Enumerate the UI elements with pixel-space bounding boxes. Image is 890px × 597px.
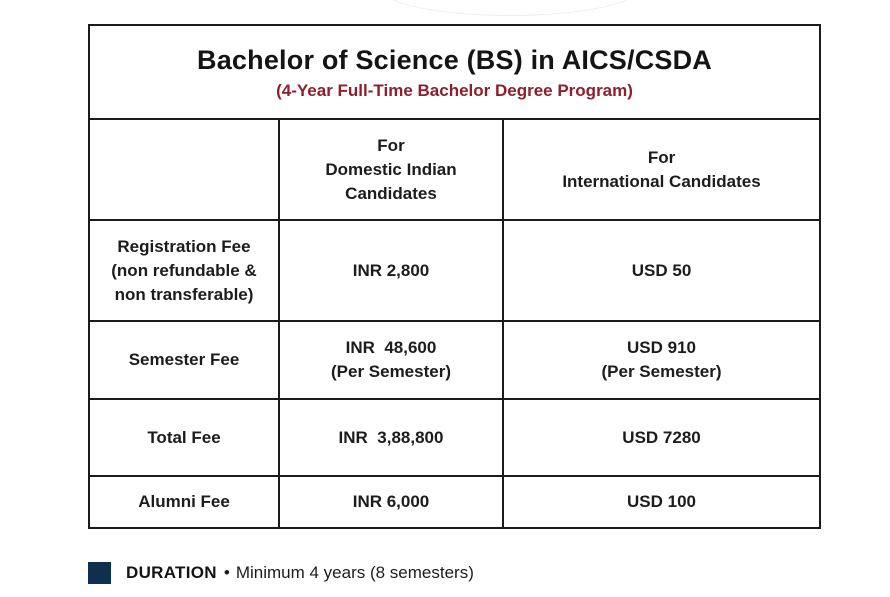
square-marker-icon: [88, 562, 111, 584]
row-label-line: Alumni Fee: [138, 492, 230, 511]
row-label-line: Registration Fee: [117, 236, 251, 256]
fee-table: [88, 24, 821, 529]
header-empty-cell: [89, 119, 279, 220]
domestic-fee-cell: [279, 220, 503, 321]
header-domestic-line: For: [377, 135, 405, 155]
program-title: Bachelor of Science (BS) in AICS/CSDA: [197, 44, 713, 75]
fee-value: USD 100: [627, 492, 696, 511]
fee-note: (Per Semester): [601, 362, 722, 381]
table-row-alumni-fee: [89, 476, 820, 528]
fee-value: USD 7280: [622, 427, 701, 447]
fee-value: USD 50: [631, 260, 692, 280]
domestic-fee-cell: [279, 476, 503, 528]
header-row: [89, 119, 820, 220]
fee-value: INR 3,88,800: [338, 427, 444, 447]
fee-value: USD 910: [627, 338, 696, 357]
fee-note: (Per Semester): [330, 362, 451, 381]
row-label-cell: [89, 321, 279, 399]
row-label-cell: [89, 476, 279, 528]
row-label-line: Total Fee: [147, 427, 221, 447]
international-fee-cell: [503, 399, 820, 476]
duration-line: [88, 561, 474, 585]
row-label-line: Semester Fee: [128, 350, 240, 369]
title-cell: [89, 25, 820, 119]
domestic-fee-cell: [279, 321, 503, 399]
duration-value: Minimum 4 years (8 semesters): [235, 563, 474, 582]
table-row-semester-fee: [89, 321, 820, 399]
program-subtitle: (4-Year Full-Time Bachelor Degree Program): [276, 80, 633, 100]
domestic-fee-cell: [279, 399, 503, 476]
table-row-total-fee: [89, 399, 820, 476]
international-fee-cell: [503, 220, 820, 321]
row-label-cell: [89, 220, 279, 321]
row-label-cell: [89, 399, 279, 476]
header-domestic-line: Domestic Indian: [325, 159, 457, 179]
title-row: [89, 25, 820, 119]
international-fee-cell: [503, 321, 820, 399]
fee-value: INR 2,800: [352, 260, 430, 280]
fee-value: INR 48,600: [345, 338, 437, 357]
header-domestic-line: Candidates: [345, 183, 437, 203]
international-fee-cell: [503, 476, 820, 528]
decorative-arc: [380, 0, 640, 16]
header-international-line: International Candidates: [562, 171, 761, 191]
fee-value: INR 6,000: [352, 492, 430, 511]
row-label-line: non transferable): [114, 284, 254, 304]
header-international-cell: [503, 119, 820, 220]
header-international-line: For: [647, 147, 676, 167]
bullet-separator: •: [223, 563, 230, 582]
row-label-line: (non refundable &: [111, 260, 257, 280]
table-row-registration-fee: [89, 220, 820, 321]
duration-label: DURATION: [126, 563, 217, 582]
header-domestic-cell: [279, 119, 503, 220]
